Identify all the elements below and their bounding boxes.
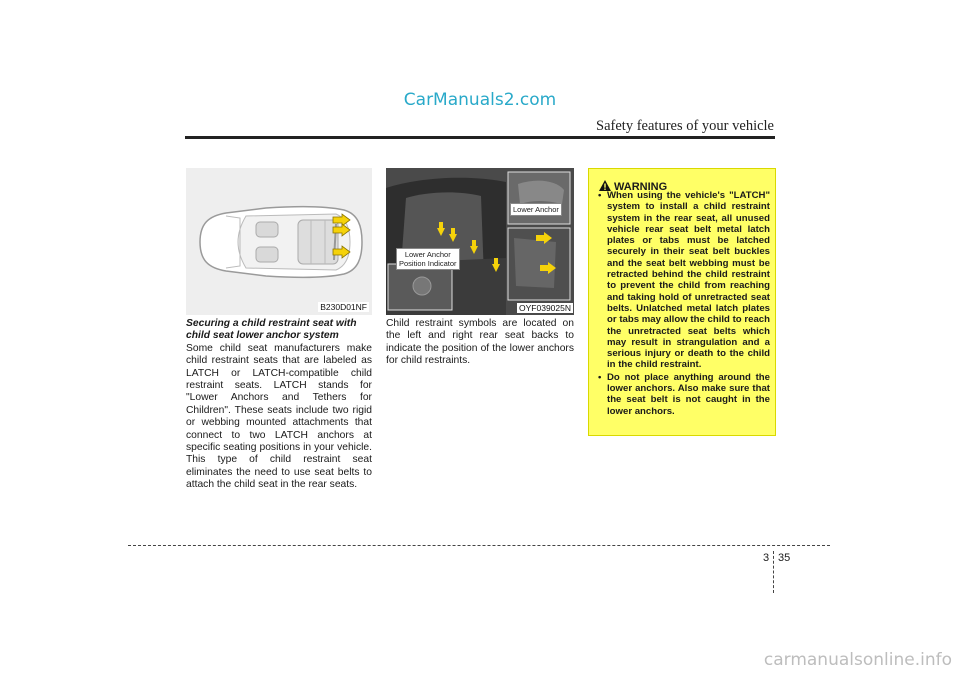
callout-lower-anchor: Lower Anchor xyxy=(510,203,562,216)
header-rule xyxy=(185,136,775,139)
callout-indicator-line2: Position Indicator xyxy=(399,259,457,268)
figure-code-right: OYF039025N xyxy=(519,303,571,313)
left-heading-line2: child seat lower anchor system xyxy=(186,330,339,342)
chapter-number: 3 xyxy=(763,552,770,564)
left-column xyxy=(186,318,372,492)
rear-seat-figure xyxy=(386,168,574,315)
car-top-view-illustration xyxy=(186,168,372,315)
callout-position-indicator xyxy=(396,248,460,270)
warning-list xyxy=(598,190,770,417)
warning-box xyxy=(588,168,776,436)
middle-body-text: Child restraint symbols are located on the left and right rear seat backs to indicate the position of the lower anchors for child restraints. xyxy=(386,318,574,367)
warning-item-text: When using the vehicle's "LATCH" system to install a child restraint system in the rear seat, all unused vehicle rear seat belt metal latch plates or tabs must be latched securely in their seat belt buckles and the seat belt webbing must be retracted behind the child restraint to prevent the child from reaching and taking hold of unretracted seat belts. Unlatched metal latch plates or tabs may allow the child to reach the unretracted seat belts which may result in strangulation and a serious injury or death to the child in the child restraint. xyxy=(607,190,770,371)
bullet: • xyxy=(598,190,602,201)
car-top-view-figure xyxy=(186,168,372,315)
callout-indicator-line1: Lower Anchor xyxy=(404,250,451,259)
bullet: • xyxy=(598,371,602,383)
watermark-bottom: carmanualsonline.info xyxy=(763,650,952,670)
left-heading-line1: Securing a child restraint seat with xyxy=(186,318,357,329)
page-number: 35 xyxy=(778,552,791,564)
warning-item-text: Do not place anything around the lower anchors. Also make sure that the seat belt is not caught in the lower anchors. xyxy=(607,371,770,417)
warning-item xyxy=(598,190,770,371)
left-body-text: Some child seat manufacturers make child restraint seats that are labeled as LATCH or LATCH-compatible child restraint seats. LATCH stands for "Lower Anchors and Tethers for Children". These seats include two rigid or webbing mounted attachments that connect to two LATCH anchors at specific seating positions in your vehicle. This type of child restraint seat eliminates the need to use seat belts to attach the child seat in the rear seats. xyxy=(186,342,372,491)
warning-item xyxy=(598,372,770,417)
watermark-top: CarManuals2.com xyxy=(403,90,557,110)
rear-seat-photo xyxy=(386,168,574,315)
figure-code-left: B230D01NF xyxy=(320,302,367,312)
section-header: Safety features of your vehicle xyxy=(596,118,774,134)
warning-title: WARNING xyxy=(614,181,668,193)
footer-rule xyxy=(128,545,830,546)
chapter-separator xyxy=(773,551,775,593)
